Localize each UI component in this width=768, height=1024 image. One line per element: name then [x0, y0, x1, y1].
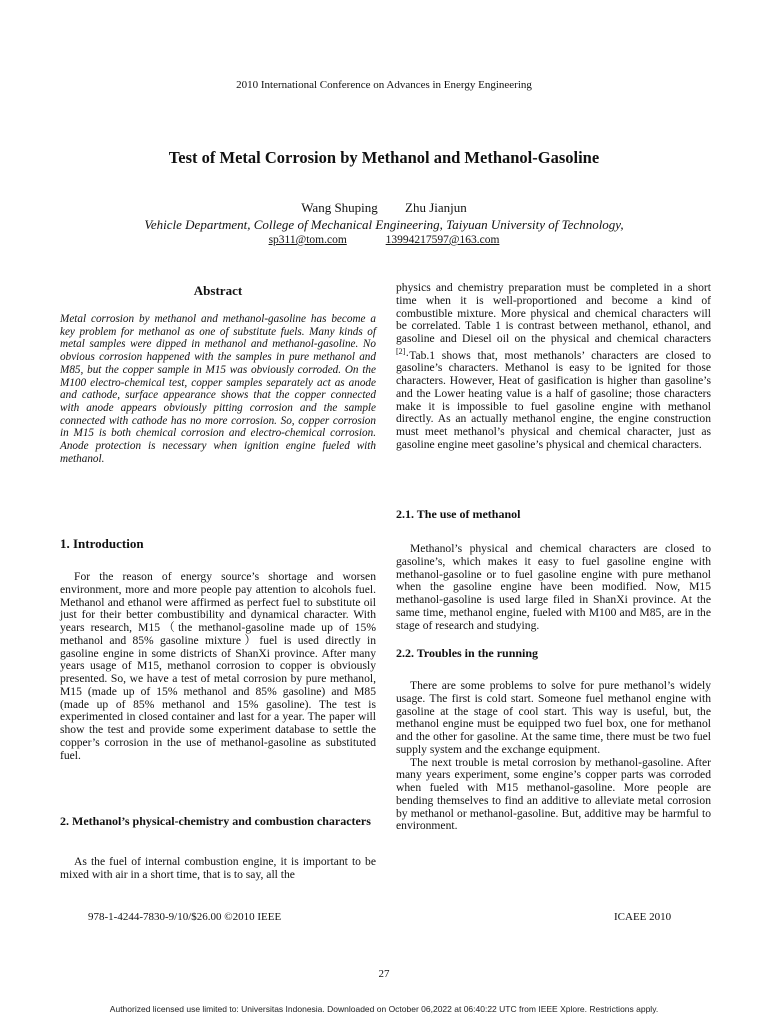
body-paragraph [396, 543, 711, 632]
email-link[interactable]: sp311@tom.com [268, 234, 347, 246]
author-name: Wang Shuping [301, 200, 378, 215]
affiliation: Vehicle Department, College of Mechanical Engineering, Taiyuan University of Technology, [144, 217, 624, 232]
paragraph-text [396, 282, 711, 452]
email-link[interactable]: 13994217597@163.com [385, 234, 500, 246]
license-notice: Authorized licensed use limited to: Universitas Indonesia. Downloaded on October 06,2022 at 06:40:22 UTC from IEEE Xplore. Restrictions apply. [109, 1004, 659, 1014]
body-paragraph [396, 282, 711, 452]
section-heading: 1. Introduction [60, 536, 144, 551]
paragraph-segment: physics and chemistry preparation must be completed in a short time when it is well-proportioned and become a kind of combustible mixture. More physical and chemical characters will be correlated. Table 1 is contrast between methanol, ethanol, and gasoline and Diesel oil on the physical and chemical characters [396, 281, 711, 345]
section-heading: 2.1. The use of methanol [396, 507, 521, 521]
abstract-text: Metal corrosion by methanol and methanol-gasoline has become a key problem for methanol as one of substitute fuels. Many kinds of metal samples were dipped in methanol and methanol-gasoline. No obvious corrosion happened with the samples in pure methanol and M85, but the copper sample in M15 was obviously corroded. On the M100 electro-chemical test, copper samples separately act as anode and cathode, surface appearance shows that the copper connected with anode appears obviously pitting corrosion and the sample connected with cathode has no more corrosion. So, copper corrosion in M15 is both chemical corrosion and electro-chemical corrosion. Anode protection is necessary when ignition engine fueled with methanol. [60, 313, 376, 465]
venue-footer: ICAEE 2010 [614, 911, 672, 923]
conference-header: 2010 International Conference on Advances in Energy Engineering [236, 79, 532, 91]
paragraph-text: The next trouble is metal corrosion by methanol-gasoline. After many years experiment, some engine’s copper parts was corroded when fueled with M15 methanol-gasoline. More people are bending themselves to find an additive to alleviate metal corrosion by methanol or methanol-gasoline. But, additive may be harmful to environment. [396, 755, 711, 833]
paper-title: Test of Metal Corrosion by Methanol and Methanol-Gasoline [168, 148, 600, 167]
body-paragraph [60, 571, 376, 762]
section-heading: 2.2. Troubles in the running [396, 646, 539, 660]
page-number: 27 [378, 968, 390, 980]
paragraph-segment: ·Tab.1 shows that, most methanols’ characters are closed to gasoline’s characters. Methanol is easy to be ignited for those characters. However, Heat of gasification is higher than gasoline’s and the Lower heating value is a half of gasoline; those characters make it is impossible to fuel gasoline engine with methanol directly. As an actually methanol engine, the engine construction must meet methanol’s physical and chemical character, just as gasoline engine meet gasoline’s physical and chemical characters. [396, 348, 711, 451]
paragraph-text: Methanol’s physical and chemical characters are closed to gasoline’s, which makes it easy to fuel gasoline engine with methanol-gasoline or to fuel gasoline engine with pure methanol when the gasoline engine have been modified. Now, M15 methanol-gasoline is used large filed in ShanXi province. At the same time, methanol engine, fueled with M100 and M85, are in the stage of research and studying. [396, 542, 711, 632]
paragraph-text: There are some problems to solve for pure methanol’s widely usage. The first is cold start. Someone fuel methanol engine with gasoline at the stage of cool start. This way is useful, but, the methanol engine must be equipped two fuel box, one for methanol and the other for gasoline. At the same time, there must be two fuel supply system and the exchange equipment. [396, 679, 711, 756]
section-heading: 2. Methanol’s physical-chemistry and combustion characters [60, 814, 371, 828]
author-emails [0, 234, 768, 246]
abstract-heading: Abstract [193, 283, 243, 298]
body-paragraph [396, 680, 711, 833]
author-name: Zhu Jianjun [405, 200, 467, 215]
paragraph-text: As the fuel of internal combustion engine, it is important to be mixed with air in a short time, that is to say, all the [60, 855, 376, 881]
body-paragraph [60, 856, 376, 882]
isbn-footer: 978-1-4244-7830-9/10/$26.00 ©2010 IEEE [88, 911, 282, 923]
author-list [0, 200, 768, 216]
citation: [2] [396, 346, 406, 356]
paragraph-text: For the reason of energy source’s shortage and worsen environment, more and more people pay attention to alcohols fuel. Methanol and ethanol were affirmed as perfect fuel to substitute oil just for their better combustibility and dynamical character. With years research, M15（the methanol-gasoline made up of 15% methanol and 85% gasoline mixture）fuel is used directly in gasoline engine in some districts of ShanXi province. After many years usage of M15, methanol corrosion to copper is obviously presented. So, we have a test of metal corrosion by pure methanol, M15 (made up of 15% methanol and 85% gasoline) and M85 (made up of 85% methanol and 15% gasoline). The test is experimented in closed container and last for a year. The paper will show the test and provide some experiment database to settle the copper’s corrosion in the use of methanol-gasoline as substituted fuel. [60, 570, 376, 762]
